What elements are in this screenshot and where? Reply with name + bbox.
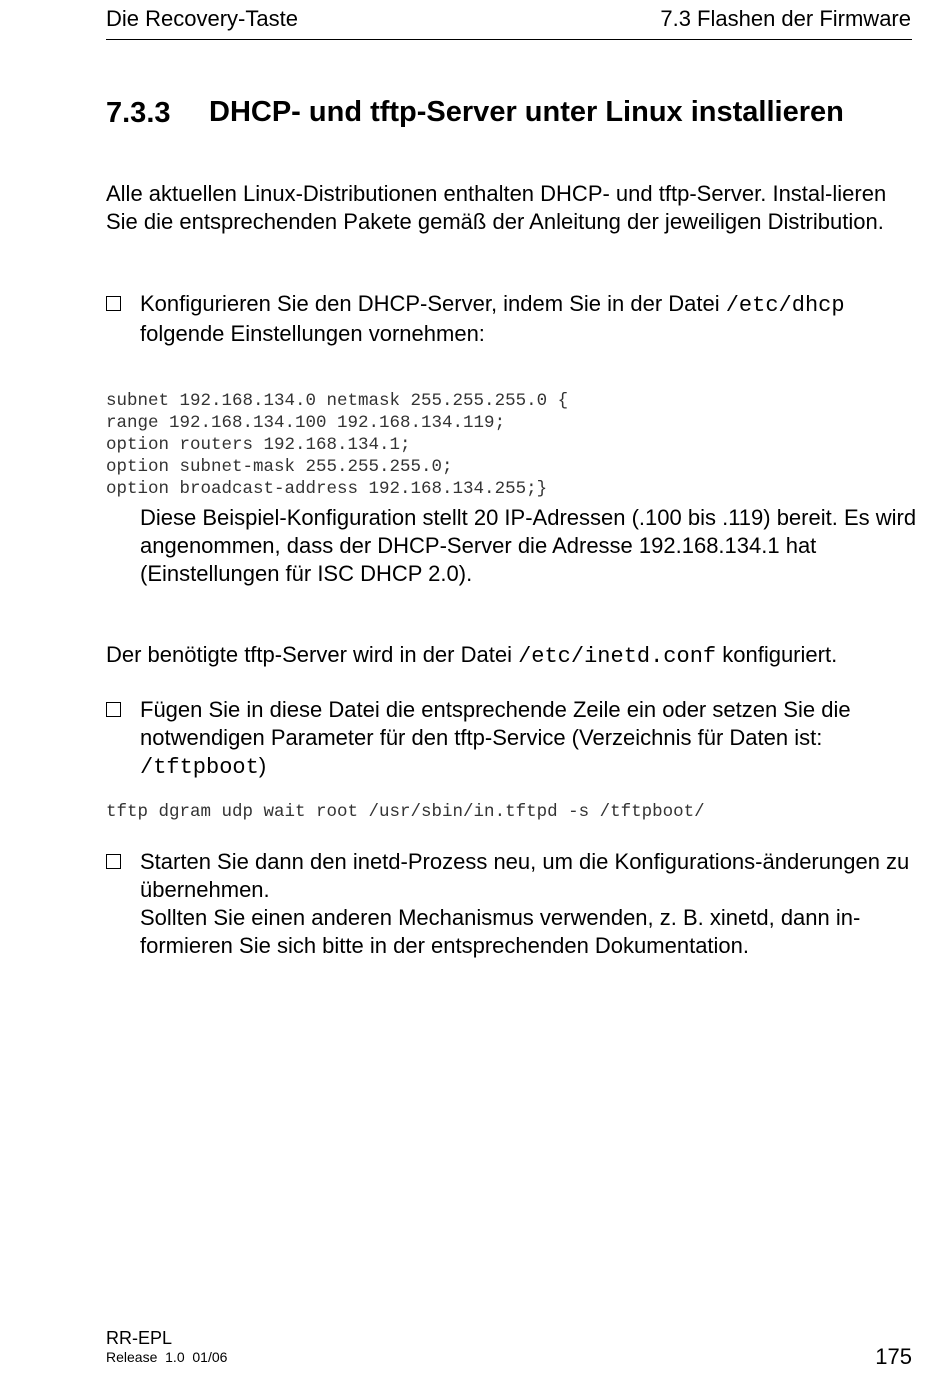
paragraph-text: konfiguriert. <box>716 642 838 667</box>
code-line: option subnet-mask 255.255.255.0; <box>106 457 453 477</box>
step-configure-dhcp <box>140 290 920 348</box>
file-path: /etc/dhcp <box>725 293 845 318</box>
code-line: option routers 192.168.134.1; <box>106 435 411 455</box>
config-note: Diese Beispiel-Konfiguration stellt 20 IP-Adressen (.100 bis .119) bereit. Es wird angenommen, dass der DHCP-Server die Adresse 192.168.134.1 hat (Einstellungen für ISC DHCP 2.0). <box>140 505 917 586</box>
running-header-chapter: Die Recovery-Taste <box>106 6 298 31</box>
step-text: Fügen Sie in diese Datei die entsprechende Zeile ein oder setzen Sie die notwendigen Parameter für den tftp-Service (Verzeichnis für Daten ist: <box>140 697 851 750</box>
code-line: option broadcast-address 192.168.134.255;} <box>106 479 548 499</box>
code-line: subnet 192.168.134.0 netmask 255.255.255.0 { <box>106 391 569 411</box>
paragraph-text: Der benötigte tftp-Server wird in der Datei <box>106 642 519 667</box>
step-text: Sollten Sie einen anderen Mechanismus verwenden, z. B. xinetd, dann in-formieren Sie sich bitte in der entsprechenden Dokumentation. <box>140 905 861 958</box>
inetd-config-code: tftp dgram udp wait root /usr/sbin/in.tftpd -s /tftpboot/ <box>106 802 705 822</box>
checkbox-bullet-icon <box>106 296 121 311</box>
step-text: Starten Sie dann den inetd-Prozess neu, um die Konfigurations-änderungen zu übernehmen. <box>140 849 910 902</box>
page-number: 175 <box>875 1344 912 1369</box>
step-text: Konfigurieren Sie den DHCP-Server, indem Sie in der Datei <box>140 291 726 316</box>
step-text: folgende Einstellungen vornehmen: <box>140 321 485 346</box>
checkbox-bullet-icon <box>106 702 121 717</box>
header-divider <box>106 39 912 40</box>
file-path: /tftpboot <box>140 755 259 780</box>
step-text: ) <box>258 753 267 778</box>
step-add-tftp-line <box>140 696 920 782</box>
file-path: /etc/inetd.conf <box>518 644 717 669</box>
dhcp-config-code <box>106 368 568 522</box>
footer-release: Release 1.0 01/06 <box>106 1349 228 1365</box>
step-restart-inetd <box>140 848 920 960</box>
running-header-section: 7.3 Flashen der Firmware <box>660 6 911 31</box>
code-line: range 192.168.134.100 192.168.134.119; <box>106 413 506 433</box>
checkbox-bullet-icon <box>106 854 121 869</box>
intro-paragraph: Alle aktuellen Linux-Distributionen enthalten DHCP- und tftp-Server. Instal-lieren Sie die entsprechenden Pakete gemäß der Anleitung der jeweiligen Distribution. <box>106 181 887 234</box>
section-number: 7.3.3 <box>106 97 171 129</box>
section-title: DHCP- und tftp-Server unter Linux installieren <box>209 96 844 128</box>
tftp-paragraph <box>106 641 916 671</box>
footer-product: RR-EPL <box>106 1328 173 1348</box>
